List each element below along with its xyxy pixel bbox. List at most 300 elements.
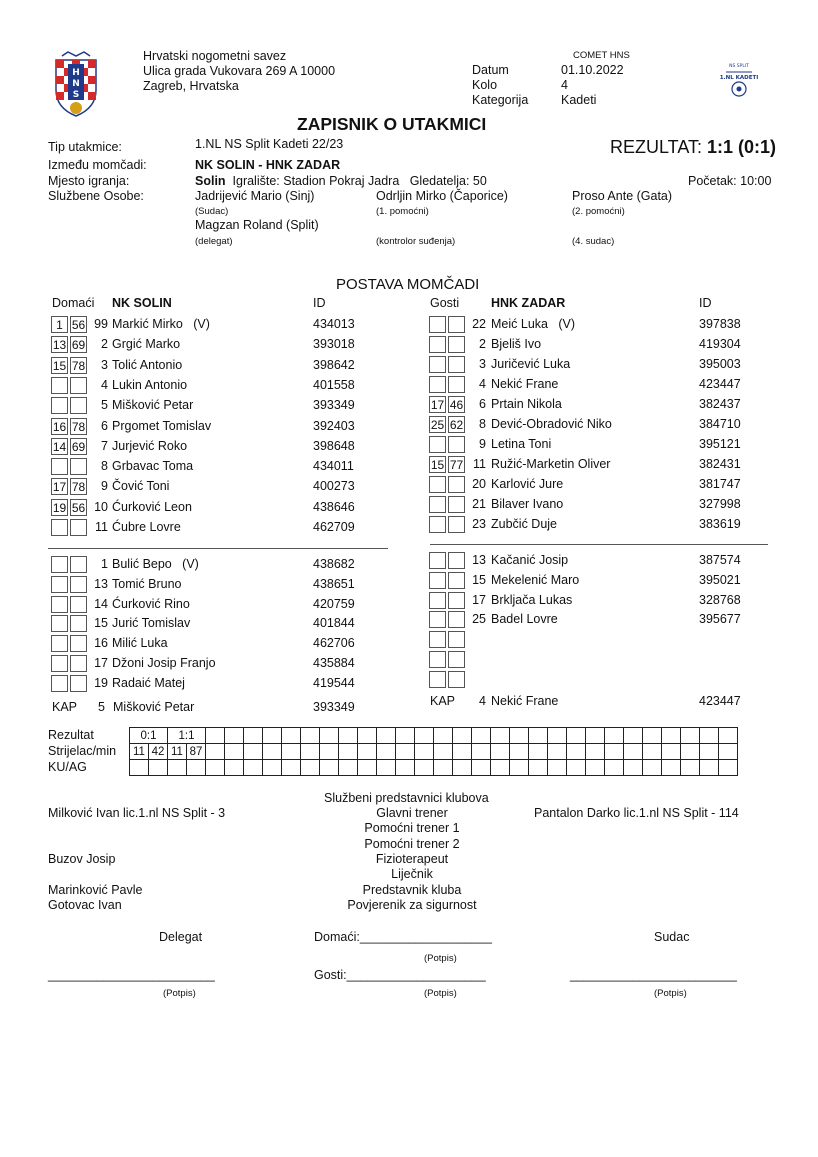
meta-label: Kolo xyxy=(472,78,498,92)
izmedu-label: Između momčadi: xyxy=(48,158,147,172)
scoreboard-cell xyxy=(567,728,586,744)
scoreboard-cell xyxy=(662,760,681,776)
sub-minute-box xyxy=(51,596,68,613)
player-id: 438682 xyxy=(313,557,355,571)
scoreboard-cell xyxy=(263,728,282,744)
official-name: Odrljin Mirko (Čaporice) xyxy=(376,189,508,203)
scoreboard-cell xyxy=(415,760,434,776)
player-name: Tomić Bruno xyxy=(112,576,182,591)
scoreboard-cell xyxy=(681,728,700,744)
player-number: 21 xyxy=(472,497,486,511)
sub-minute-box xyxy=(429,671,446,688)
scoreboard-row xyxy=(130,760,738,776)
player-name: Ćurković Leon xyxy=(112,499,192,514)
scoreboard-cell: 42 xyxy=(149,744,168,760)
scoreboard-cell xyxy=(168,760,187,776)
scoreboard-cell xyxy=(586,728,605,744)
pocetak: Početak: 10:00 xyxy=(688,174,772,188)
delegat-signature-line: ________________________ xyxy=(48,968,215,982)
scoreboard-cell xyxy=(548,728,567,744)
sub-minute-box: 16 xyxy=(52,419,67,434)
meta-label: Kategorija xyxy=(472,93,529,107)
scoreboard-cell xyxy=(662,744,681,760)
scoreboard-cell xyxy=(149,760,168,776)
rezultat-label: REZULTAT: xyxy=(610,137,703,157)
hns-logo xyxy=(52,50,100,118)
scoreboard-cell xyxy=(586,744,605,760)
system-name: COMET HNS xyxy=(573,50,630,61)
scoreboard-cell: 11 xyxy=(130,744,149,760)
player-number: 3 xyxy=(479,357,486,371)
sub-minute-box: 13 xyxy=(52,338,67,353)
scoreboard-cell xyxy=(301,744,320,760)
player-id: 395677 xyxy=(699,612,741,627)
scoreboard-cell xyxy=(643,744,662,760)
sluzbene-label: Službene Osobe: xyxy=(48,189,144,203)
scoreboard-cell xyxy=(339,728,358,744)
scoreboard-label: Rezultat xyxy=(48,728,94,742)
sub-minute-box xyxy=(429,651,446,668)
scoreboard-cell xyxy=(206,744,225,760)
player-id: 423447 xyxy=(699,377,741,391)
scoreboard-cell xyxy=(567,760,586,776)
delegat-label: Delegat xyxy=(159,930,203,944)
scoreboard-cell xyxy=(491,760,510,776)
meta-value: Kadeti xyxy=(561,93,597,107)
scoreboard-cell xyxy=(624,760,643,776)
scoreboard-cell xyxy=(396,760,415,776)
player-id: 434011 xyxy=(313,459,354,474)
player-id: 462709 xyxy=(313,520,355,534)
sub-minute-box: 78 xyxy=(71,358,86,373)
domaci-signature-line: Domaći:___________________ xyxy=(314,930,492,944)
away-kap-label: KAP xyxy=(430,694,456,708)
svg-text:H: H xyxy=(72,68,80,78)
staff-home-person: Milković Ivan lic.1.nl NS Split - 3 xyxy=(48,806,226,820)
player-id: 438646 xyxy=(313,499,355,514)
sub-minute-box xyxy=(51,458,68,475)
player-name: Jurjević Roko xyxy=(112,438,188,453)
official-role: (2. pomoćni) xyxy=(572,206,625,217)
player-id: 401844 xyxy=(313,616,355,631)
player-name: Milić Luka xyxy=(112,636,168,651)
player-name: Čović Toni xyxy=(112,479,170,494)
scoreboard-cell xyxy=(491,728,510,744)
player-name: Mišković Petar xyxy=(112,398,194,413)
kadeti-league-logo xyxy=(718,58,760,100)
scoreboard-cell xyxy=(130,760,149,776)
scoreboard-cell xyxy=(491,744,510,760)
org-line: Ulica grada Vukovara 269 A 10000 xyxy=(143,64,336,78)
scoreboard-cell xyxy=(529,728,548,744)
sub-minute-box: 19 xyxy=(52,500,67,515)
player-number: 8 xyxy=(101,459,108,474)
scoreboard-cell xyxy=(681,760,700,776)
player-number: 17 xyxy=(94,656,108,670)
scoreboard-cell xyxy=(548,760,567,776)
scoreboard-cell xyxy=(719,760,738,776)
scoreboard-cell xyxy=(339,760,358,776)
sub-minute-box xyxy=(429,436,446,453)
sub-minute-box xyxy=(429,611,446,628)
staff-home-person: Buzov Josip xyxy=(48,851,116,866)
scoreboard-cell xyxy=(624,744,643,760)
scoreboard-cell xyxy=(206,728,225,744)
player-name: Juričević Luka xyxy=(491,357,571,371)
sub-minute-box xyxy=(51,556,68,573)
sub-minute-box: 15 xyxy=(52,358,67,373)
home-kap-name: Mišković Petar xyxy=(113,700,195,714)
player-name: Kačanić Josip xyxy=(491,553,569,567)
scoreboard-cell xyxy=(700,728,719,744)
potpis-domaci: (Potpis) xyxy=(424,953,457,964)
player-number: 9 xyxy=(479,437,486,451)
sub-minute-box xyxy=(51,635,68,652)
player-name: Karlović Jure xyxy=(491,477,564,491)
scoreboard-cell xyxy=(263,760,282,776)
scoreboard-cell xyxy=(244,728,263,744)
scoreboard-cell xyxy=(624,728,643,744)
sub-minute-box xyxy=(448,651,465,668)
gosti-signature-line: Gosti:____________________ xyxy=(314,968,486,982)
scoreboard-cell xyxy=(681,744,700,760)
staff-role: Pomoćni trener 1 xyxy=(364,821,460,836)
sub-minute-box xyxy=(51,675,68,692)
player-number: 13 xyxy=(472,553,486,567)
player-id: 327998 xyxy=(699,497,741,511)
sub-minute-box: 46 xyxy=(449,398,464,412)
player-name: Bulić Bepo (V) xyxy=(112,557,199,571)
home-kap-id: 393349 xyxy=(313,700,355,714)
scoreboard-cell xyxy=(529,760,548,776)
player-id: 393349 xyxy=(313,398,355,413)
player-number: 7 xyxy=(101,438,108,453)
sub-minute-box: 62 xyxy=(449,418,464,432)
scoreboard-row xyxy=(130,728,738,744)
sub-minute-box: 1 xyxy=(51,316,68,333)
meta-labels xyxy=(472,63,528,108)
player-id: 397838 xyxy=(699,317,741,331)
official-role: (1. pomoćni) xyxy=(376,206,429,217)
svg-text:S: S xyxy=(72,90,80,100)
player-name: Tolić Antonio xyxy=(112,357,183,372)
meta-values xyxy=(561,63,624,108)
player-id: 383619 xyxy=(699,517,741,531)
sub-minute-box: 69 xyxy=(71,338,86,353)
sudac-signature-line: ________________________ xyxy=(570,968,737,982)
player-id: 435884 xyxy=(313,656,355,670)
player-name: Badel Lovre xyxy=(491,612,558,627)
scoreboard-cell xyxy=(358,728,377,744)
org-line: Hrvatski nogometni savez xyxy=(143,49,287,63)
scoreboard-cell xyxy=(244,744,263,760)
player-id: 395021 xyxy=(699,572,741,587)
away-divider xyxy=(430,544,768,545)
org-address xyxy=(143,49,335,94)
player-name: Dević-Obradović Niko xyxy=(491,417,612,431)
potpis-gosti: (Potpis) xyxy=(424,988,457,999)
player-id: 387574 xyxy=(699,553,741,567)
player-name: Ružić-Marketin Oliver xyxy=(491,457,611,471)
staff-away-person: Pantalon Darko lic.1.nl NS Split - 114 xyxy=(534,806,739,820)
sub-minute-box xyxy=(429,376,446,393)
scoreboard-cell xyxy=(377,728,396,744)
official-name: Jadrijević Mario (Sinj) xyxy=(195,189,315,203)
sub-minute-box: 25 xyxy=(430,418,445,432)
sub-minute-box: 14 xyxy=(52,439,67,454)
player-number: 25 xyxy=(472,612,486,627)
scoreboard-cell xyxy=(263,744,282,760)
player-id: 393018 xyxy=(313,337,355,352)
sub-minute-box: 15 xyxy=(430,458,445,472)
player-number: 22 xyxy=(472,317,486,331)
scoreboard-cell xyxy=(282,728,301,744)
player-name: Jurić Tomislav xyxy=(112,616,191,631)
player-name: Bilaver Ivano xyxy=(491,497,564,511)
scoreboard-cell xyxy=(548,744,567,760)
player-name: Džoni Josip Franjo xyxy=(112,656,216,670)
sub-minute-box xyxy=(51,615,68,632)
svg-text:1.NL KADETI: 1.NL KADETI xyxy=(719,75,759,81)
scoreboard-cell xyxy=(510,760,529,776)
tip-label: Tip utakmice: xyxy=(48,140,122,154)
sub-minute-box xyxy=(51,576,68,593)
scoreboard-cell xyxy=(434,728,453,744)
meta-value: 4 xyxy=(561,78,568,92)
staff-home-person: Gotovac Ivan xyxy=(48,897,122,912)
player-number: 6 xyxy=(101,418,108,433)
scoreboard-cell xyxy=(225,760,244,776)
sub-minute-box: 69 xyxy=(71,439,86,454)
scoreboard-cell xyxy=(339,744,358,760)
meta-label: Datum xyxy=(472,63,509,77)
scoreboard-row xyxy=(130,744,738,760)
scoreboard-cell xyxy=(301,760,320,776)
rezultat xyxy=(610,137,776,158)
scoreboard-cell: 1:1 xyxy=(168,728,206,744)
official-name: Magzan Roland (Split) xyxy=(195,218,319,232)
player-name: Bjeliš Ivo xyxy=(491,337,542,351)
scoreboard-cell xyxy=(472,728,491,744)
staff-home-person: Marinković Pavle xyxy=(48,882,143,897)
player-number: 2 xyxy=(101,337,108,352)
player-name: Ćurković Rino xyxy=(112,596,190,611)
player-number: 13 xyxy=(94,576,108,591)
sub-minute-box xyxy=(448,631,465,648)
official-role: (Sudac) xyxy=(195,206,229,217)
org-line: Zagreb, Hrvatska xyxy=(143,79,239,93)
scoreboard-cell xyxy=(605,728,624,744)
away-kap-name: Nekić Frane xyxy=(491,694,559,708)
away-kap-id: 423447 xyxy=(699,694,741,708)
sub-minute-box xyxy=(429,552,446,569)
scoreboard-cell xyxy=(320,744,339,760)
scoreboard-cell xyxy=(415,728,434,744)
sub-minute-box xyxy=(51,655,68,672)
staff-role: Predstavnik kluba xyxy=(362,882,462,897)
scoreboard-labels xyxy=(48,727,116,775)
scoreboard-cell xyxy=(415,744,434,760)
player-number: 99 xyxy=(94,317,108,331)
away-label: Gosti xyxy=(430,296,460,310)
scoreboard-cell xyxy=(700,744,719,760)
official-role: (4. sudac) xyxy=(572,236,615,247)
scoreboard-cell xyxy=(453,728,472,744)
staff-title: Službeni predstavnici klubova xyxy=(324,791,489,805)
player-id: 328768 xyxy=(699,592,741,607)
sub-minute-box xyxy=(51,397,68,414)
player-name: Radaić Matej xyxy=(112,675,185,690)
player-id: 381747 xyxy=(699,477,741,491)
player-name: Letina Toni xyxy=(491,437,552,451)
sub-minute-box xyxy=(429,356,446,373)
potpis-sudac: (Potpis) xyxy=(654,988,687,999)
player-name: Zubčić Duje xyxy=(491,517,557,531)
player-number: 17 xyxy=(472,592,486,607)
player-number: 15 xyxy=(94,616,108,631)
player-number: 15 xyxy=(472,572,486,587)
player-id: 384710 xyxy=(699,417,741,431)
player-number: 1 xyxy=(101,557,108,571)
player-name: Grbavac Toma xyxy=(112,459,194,474)
scoreboard-cell: 0:1 xyxy=(130,728,168,744)
player-number: 8 xyxy=(479,417,486,431)
scoreboard-cell xyxy=(605,760,624,776)
sub-minute-box: 56 xyxy=(71,318,86,332)
scoreboard-cell xyxy=(700,760,719,776)
sub-minute-box: 78 xyxy=(71,480,86,495)
scoreboard-cell xyxy=(567,744,586,760)
sub-minute-box: 78 xyxy=(71,419,86,434)
scoreboard-cell xyxy=(719,744,738,760)
home-id-header: ID xyxy=(313,296,326,310)
player-number: 5 xyxy=(101,398,108,413)
player-id: 462706 xyxy=(313,636,355,651)
player-name: Prtain Nikola xyxy=(491,397,562,411)
svg-text:N: N xyxy=(72,79,80,89)
player-number: 11 xyxy=(473,457,486,471)
sub-minute-box xyxy=(429,336,446,353)
scoreboard-cell xyxy=(320,760,339,776)
sub-minute-box xyxy=(429,316,446,333)
player-number: 16 xyxy=(94,636,108,651)
player-name: Lukin Antonio xyxy=(112,377,188,392)
player-number: 20 xyxy=(472,477,486,491)
player-number: 4 xyxy=(101,377,108,392)
staff-role: Glavni trener xyxy=(376,806,448,820)
scoreboard-cell xyxy=(282,760,301,776)
staff-role: Povjerenik za sigurnost xyxy=(347,897,477,912)
official-name: Proso Ante (Gata) xyxy=(572,189,673,203)
mjesto-label: Mjesto igranja: xyxy=(48,174,130,188)
scoreboard-cell: 87 xyxy=(187,744,206,760)
player-number: 11 xyxy=(95,520,108,534)
player-id: 398648 xyxy=(313,438,355,453)
player-name: Prgomet Tomislav xyxy=(112,418,212,433)
scoreboard-cell xyxy=(358,760,377,776)
scoreboard-cell xyxy=(358,744,377,760)
away-team: HNK ZADAR xyxy=(491,296,566,310)
player-name: Mekelenić Maro xyxy=(491,572,580,587)
home-kap-num: 5 xyxy=(98,700,105,714)
player-id: 419544 xyxy=(313,675,355,690)
official-role: (delegat) xyxy=(195,236,233,247)
player-id: 420759 xyxy=(313,596,355,611)
scoreboard-cell xyxy=(529,744,548,760)
player-id: 382431 xyxy=(699,457,741,471)
staff-role: Pomoćni trener 2 xyxy=(364,836,460,851)
player-id: 400273 xyxy=(313,479,355,494)
sub-minute-box: 17 xyxy=(52,480,67,495)
scoreboard-cell xyxy=(453,744,472,760)
player-number: 14 xyxy=(94,596,108,611)
player-name: Nekić Frane xyxy=(491,377,559,391)
player-name: Meić Luka (V) xyxy=(491,317,576,331)
staff-role: Fizioterapeut xyxy=(375,851,449,866)
scoreboard-cell xyxy=(244,760,263,776)
player-name: Grgić Marko xyxy=(112,337,181,352)
scoreboard-cell xyxy=(206,760,225,776)
player-number: 2 xyxy=(479,337,486,351)
player-name: Brkljača Lukas xyxy=(491,592,573,607)
player-id: 382437 xyxy=(699,397,741,411)
scoreboard-cell xyxy=(453,760,472,776)
away-id-header: ID xyxy=(699,296,712,310)
tip-value: 1.NL NS Split Kadeti 22/23 xyxy=(195,137,344,151)
sub-minute-box xyxy=(429,516,446,533)
sub-minute-box xyxy=(51,519,68,536)
scoreboard-cell xyxy=(396,744,415,760)
svg-text:NS SPLIT: NS SPLIT xyxy=(729,64,749,69)
page-title: ZAPISNIK O UTAKMICI xyxy=(297,114,487,134)
scoreboard-cell xyxy=(662,728,681,744)
player-id: 401558 xyxy=(313,377,355,392)
sub-minute-box: 17 xyxy=(430,398,445,412)
scoreboard-cell xyxy=(434,760,453,776)
player-number: 6 xyxy=(479,397,486,411)
rezultat-value: 1:1 (0:1) xyxy=(707,137,777,157)
player-number: 23 xyxy=(472,517,486,531)
player-name: Ćubre Lovre xyxy=(112,520,181,534)
player-number: 4 xyxy=(479,377,486,391)
player-number: 19 xyxy=(94,675,108,690)
player-number: 10 xyxy=(94,499,108,514)
sub-minute-box xyxy=(429,592,446,609)
scoreboard-cell xyxy=(301,728,320,744)
scoreboard-cell xyxy=(719,728,738,744)
scoreboard-label: Strijelac/min xyxy=(48,744,117,758)
player-id: 392403 xyxy=(313,418,355,433)
sub-minute-box xyxy=(448,671,465,688)
scoreboard-cell xyxy=(586,760,605,776)
scoreboard-cell xyxy=(472,760,491,776)
scoreboard-cell xyxy=(434,744,453,760)
home-team: NK SOLIN xyxy=(112,296,172,310)
sub-minute-box: 56 xyxy=(71,500,86,515)
mjesto-value xyxy=(195,174,487,188)
scoreboard-cell xyxy=(377,744,396,760)
mjesto-city: Solin xyxy=(195,174,226,188)
staff-role: Liječnik xyxy=(391,867,433,882)
scoreboard-cell xyxy=(282,744,301,760)
official-role: (kontrolor suđenja) xyxy=(376,236,456,247)
home-kap-label: KAP xyxy=(52,700,78,714)
player-id: 419304 xyxy=(699,337,741,351)
sub-minute-box xyxy=(429,631,446,648)
scoreboard-cell xyxy=(377,760,396,776)
scoreboard-cell xyxy=(320,728,339,744)
home-divider xyxy=(48,548,388,549)
